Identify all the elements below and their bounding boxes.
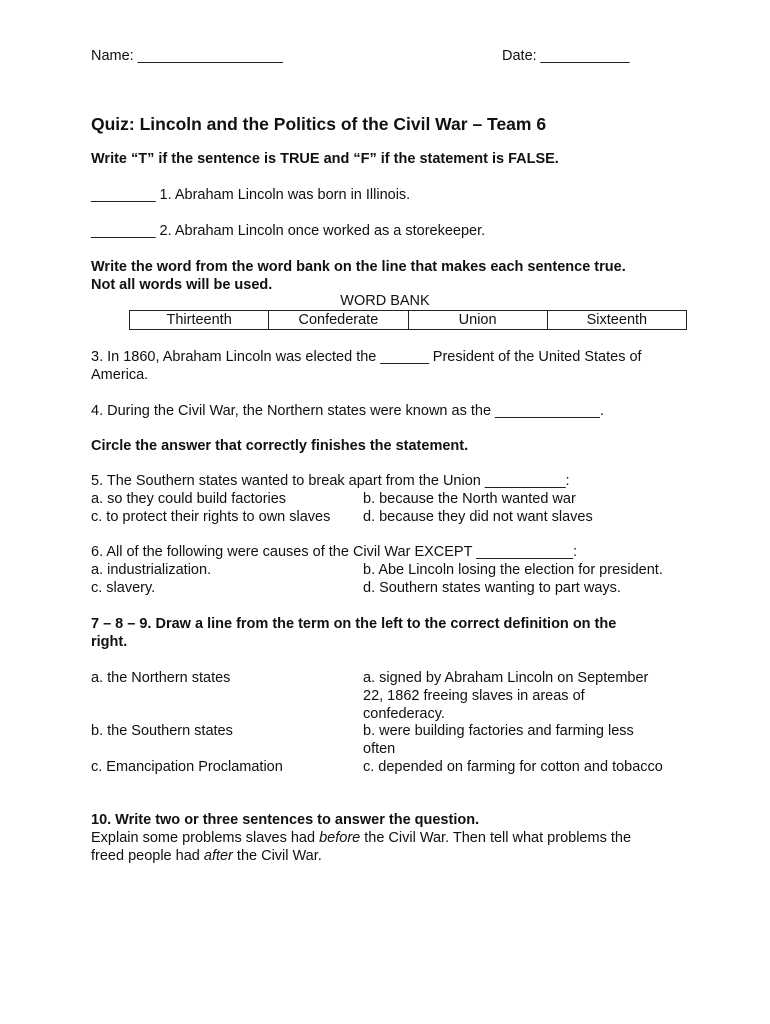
question-3-line-2: America. <box>91 367 149 383</box>
question-6-option-c: c. slavery. <box>91 580 156 596</box>
matching-definition-a-line-1: a. signed by Abraham Lincoln on September <box>363 670 649 686</box>
multiple-choice-instruction: Circle the answer that correctly finishes the statement. <box>91 438 469 454</box>
question-3-line-1: 3. In 1860, Abraham Lincoln was elected the ______ President of the United States of <box>91 349 642 365</box>
question-5-stem: 5. The Southern states wanted to break apart from the Union __________: <box>91 473 570 489</box>
word-bank-table <box>129 310 687 330</box>
matching-term-c: c. Emancipation Proclamation <box>91 759 283 775</box>
question-5-option-a: a. so they could build factories <box>91 491 287 507</box>
matching-definition-a-line-3: confederacy. <box>363 706 445 722</box>
quiz-title: Quiz: Lincoln and the Politics of the Civil War – Team 6 <box>91 114 547 134</box>
word-bank-word: Confederate <box>269 311 408 330</box>
name-field-label: Name: __________________ <box>91 48 283 64</box>
question-6-option-d: d. Southern states wanting to part ways. <box>363 580 621 596</box>
matching-definition-b-line-2: often <box>363 741 396 757</box>
word-bank-word: Union <box>408 311 547 330</box>
word-bank-word: Thirteenth <box>130 311 269 330</box>
true-false-instruction: Write “T” if the sentence is TRUE and “F” if the statement is FALSE. <box>91 151 559 167</box>
question-2: ________ 2. Abraham Lincoln once worked as a storekeeper. <box>91 223 486 239</box>
question-1: ________ 1. Abraham Lincoln was born in Illinois. <box>91 187 411 203</box>
matching-definition-b-line-1: b. were building factories and farming less <box>363 723 634 739</box>
question-6-option-b: b. Abe Lincoln losing the election for president. <box>363 562 663 578</box>
matching-instruction-line-1: 7 – 8 – 9. Draw a line from the term on the left to the correct definition on the <box>91 616 617 632</box>
matching-definition-c: c. depended on farming for cotton and tobacco <box>363 759 663 775</box>
word-bank-title: WORD BANK <box>340 293 430 309</box>
word-bank-word: Sixteenth <box>547 311 686 330</box>
matching-instruction-line-2: right. <box>91 634 128 650</box>
question-4: 4. During the Civil War, the Northern states were known as the _____________. <box>91 403 604 419</box>
question-5-option-c: c. to protect their rights to own slaves <box>91 509 331 525</box>
word-bank-instruction-line-1: Write the word from the word bank on the line that makes each sentence true. <box>91 259 626 275</box>
date-field-label: Date: ___________ <box>502 48 630 64</box>
question-6-stem: 6. All of the following were causes of the Civil War EXCEPT ____________: <box>91 544 578 560</box>
essay-prompt-line-1: Explain some problems slaves had before the Civil War. Then tell what problems the <box>91 830 632 846</box>
matching-term-b: b. the Southern states <box>91 723 233 739</box>
essay-question-heading: 10. Write two or three sentences to answer the question. <box>91 812 480 828</box>
matching-term-a: a. the Northern states <box>91 670 231 686</box>
word-bank-instruction-line-2: Not all words will be used. <box>91 277 273 293</box>
essay-prompt-line-2: freed people had after the Civil War. <box>91 848 322 864</box>
question-5-option-b: b. because the North wanted war <box>363 491 576 507</box>
question-5-option-d: d. because they did not want slaves <box>363 509 593 525</box>
matching-definition-a-line-2: 22, 1862 freeing slaves in areas of <box>363 688 585 704</box>
question-6-option-a: a. industrialization. <box>91 562 212 578</box>
